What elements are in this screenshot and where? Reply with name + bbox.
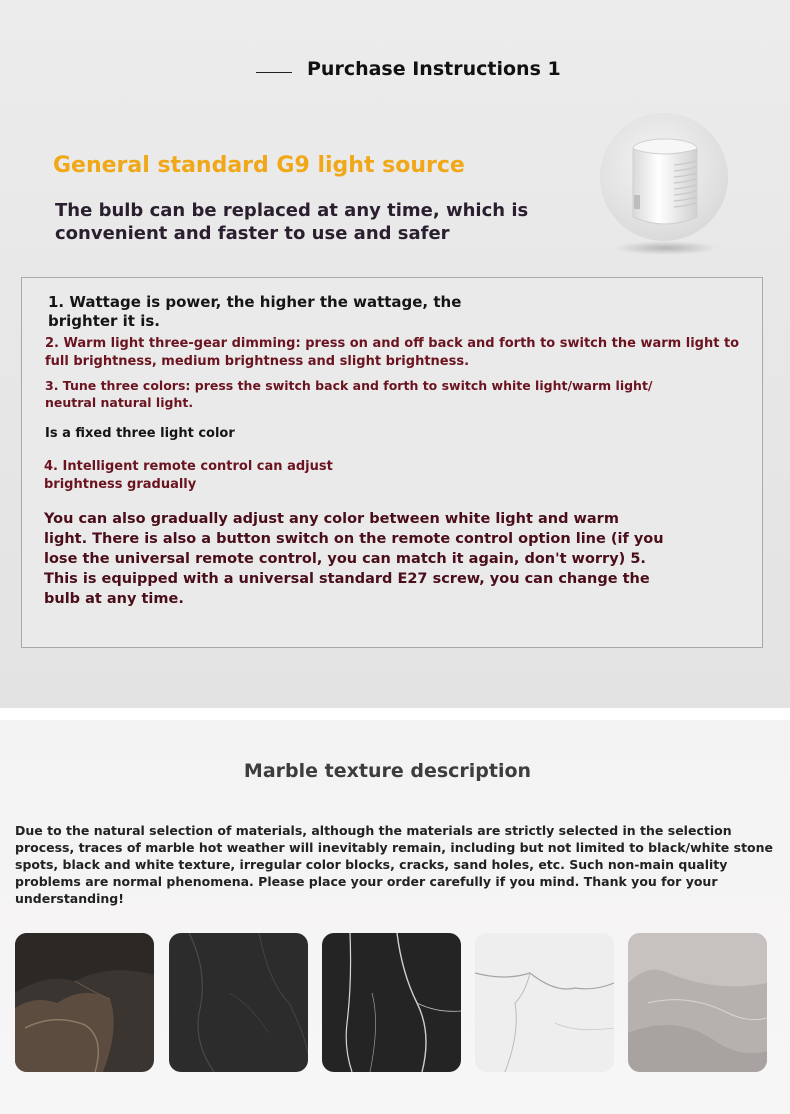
bulb-shadow: [614, 241, 718, 255]
instruction-item-1: 1. Wattage is power, the higher the wattage, the brighter it is.: [48, 293, 462, 330]
g9-bulb-image: [600, 113, 730, 259]
swatch-grey-marble: [628, 933, 767, 1072]
marble-heading: Marble texture description: [243, 760, 532, 782]
marble-description: Due to the natural selection of materials, although the materials are strictly selected in the selection process, traces of marble hot weather will inevitably remain, including but not limited to black/white stone spots, black and white texture, irregular color blocks, cracks, sand holes, etc. Such non-main quality problems are normal phenomena. Please place your order carefully if you mind. Thank you for your understanding!: [15, 823, 774, 906]
swatch-white-marble: [475, 933, 614, 1072]
instructions-box: [21, 277, 763, 648]
heading-decor-line: [256, 72, 292, 73]
instruction-item-4: 4. Intelligent remote control can adjust brightness gradually: [44, 459, 333, 492]
instruction-item-3: 3. Tune three colors: press the switch back and forth to switch white light/warm light/ neutral natural light.: [45, 378, 653, 410]
bulb-socket-icon: [600, 113, 730, 243]
g9-title: General standard G9 light source: [53, 153, 465, 178]
instruction-item-3-note: Is a fixed three light color: [45, 426, 235, 441]
swatch-brown-gold-marble: [15, 933, 154, 1072]
section-divider: [0, 708, 790, 720]
g9-description: The bulb can be replaced at any time, which is convenient and faster to use and safer: [55, 200, 529, 244]
instruction-item-5: You can also gradually adjust any color between white light and warm light. There is also a button switch on the remote control option line (if you lose the universal remote control, you can match it again, don't worry) 5. This is equipped with a universal standard E27 screw, you can change the bulb at any time.: [44, 511, 664, 607]
purchase-heading: Purchase Instructions 1: [307, 58, 561, 80]
swatch-black-white-vein-marble: [322, 933, 461, 1072]
marble-swatch-list: [15, 933, 775, 1073]
swatch-black-marble: [169, 933, 308, 1072]
instruction-item-2: 2. Warm light three-gear dimming: press on and off back and forth to switch the warm light to full brightness, medium brightness and slight brightness.: [45, 336, 740, 369]
